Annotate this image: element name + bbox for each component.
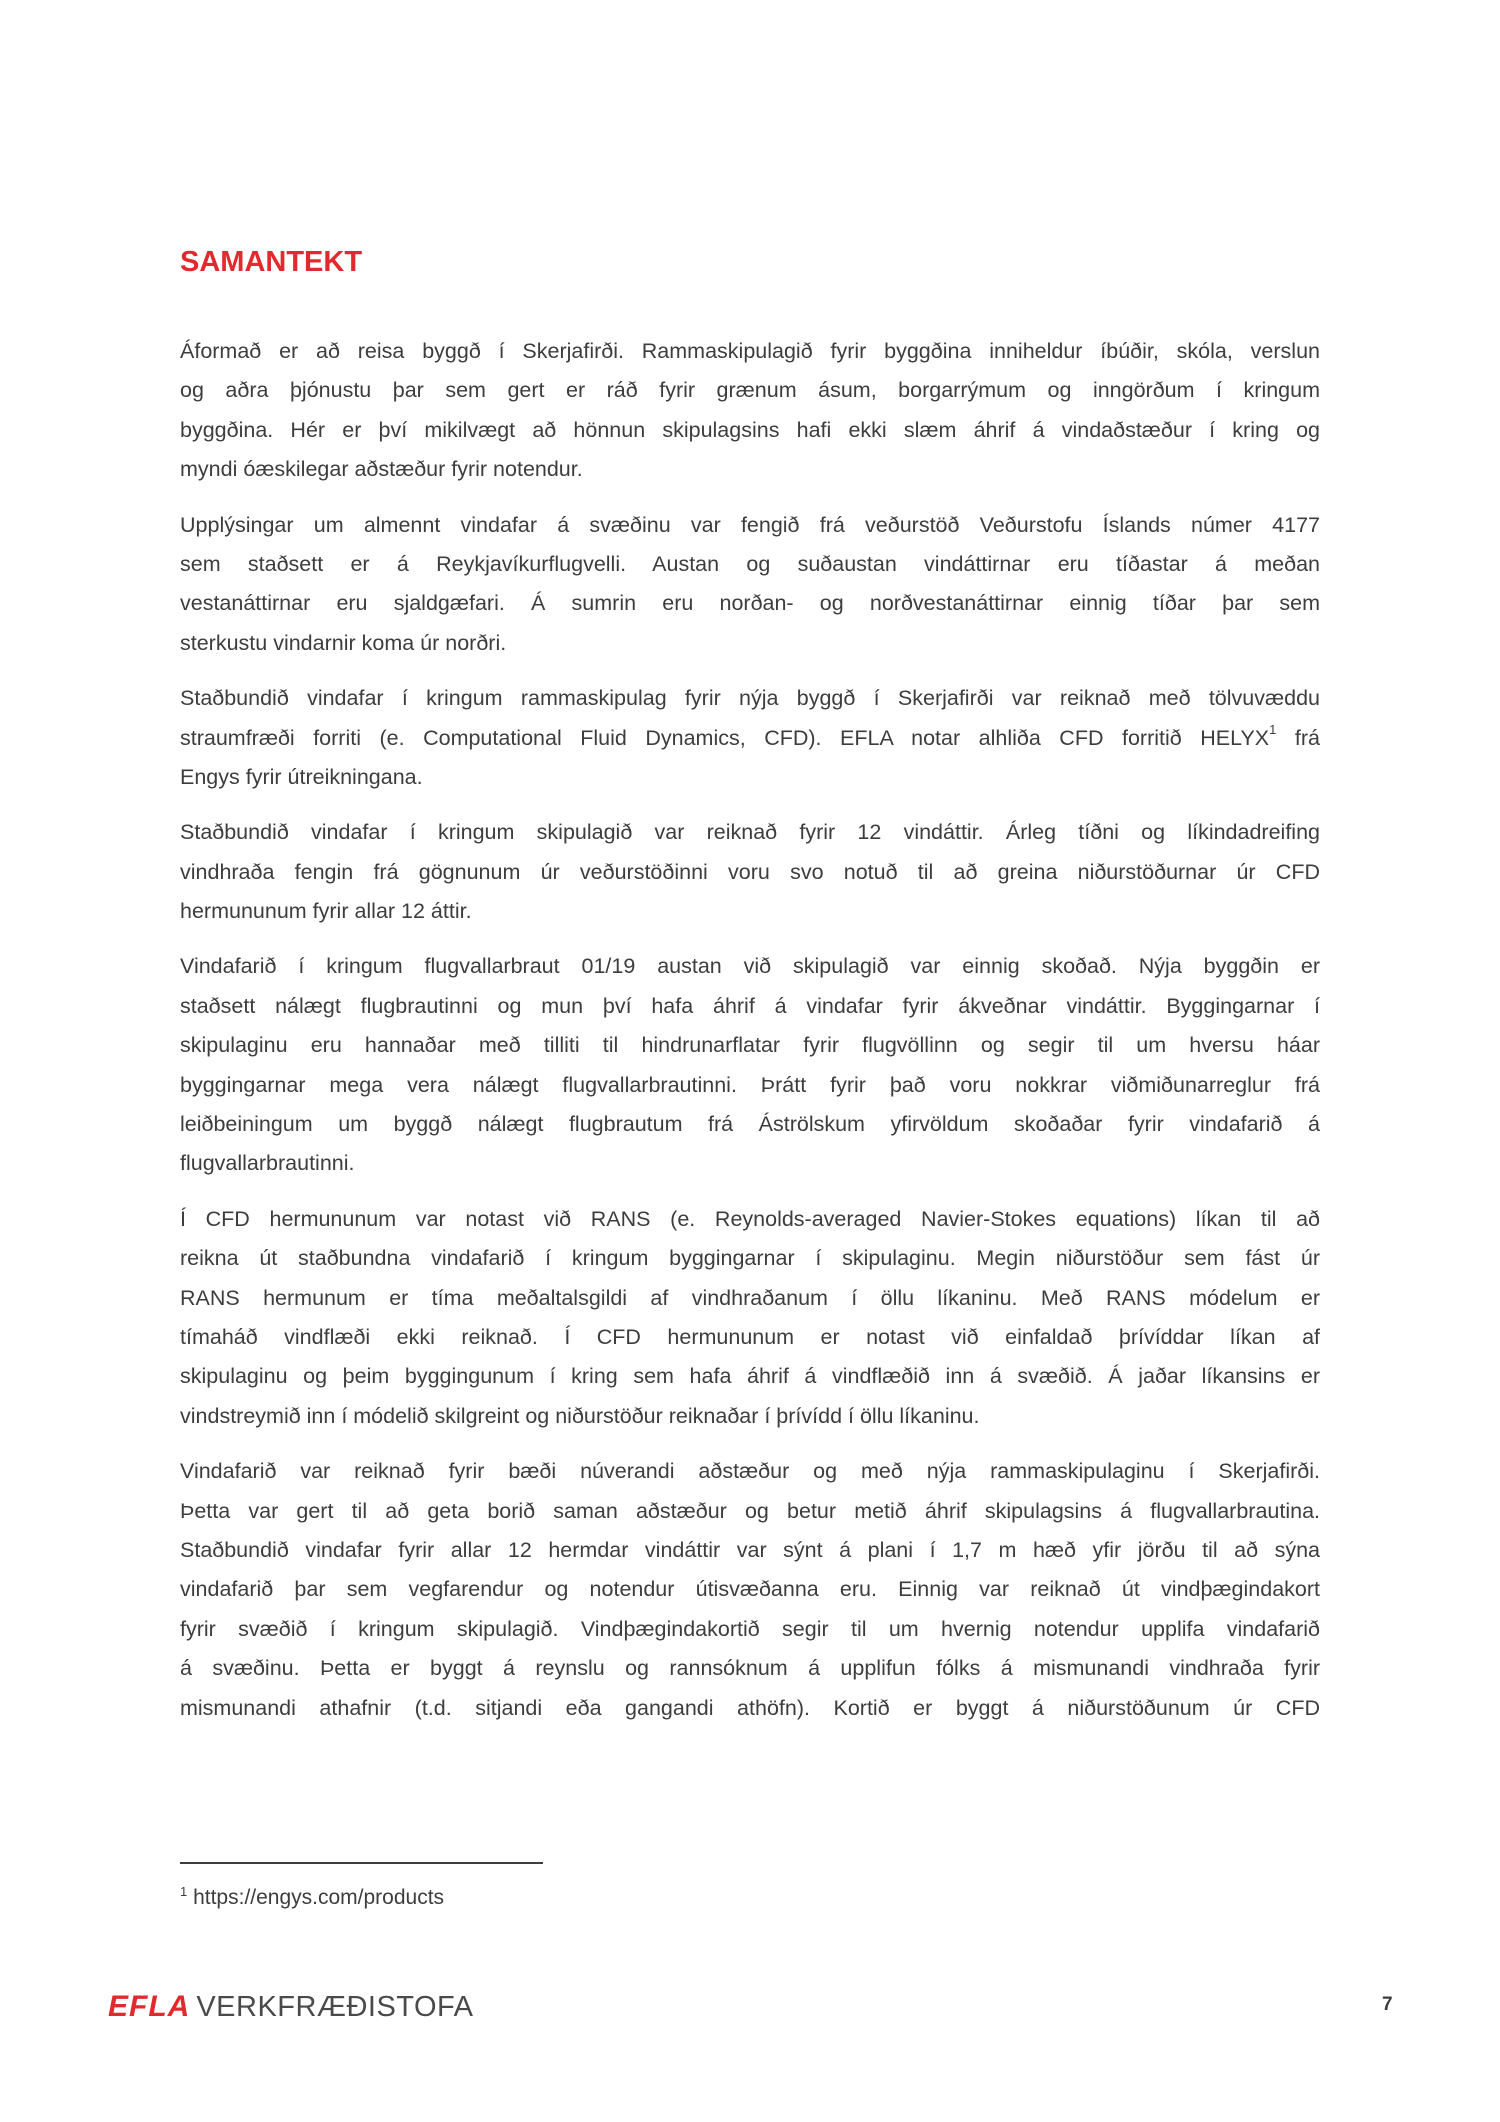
- text-line: skipulaginu og þeim byggingunum í kring sem hafa áhrif á vindflæðið inn á svæðið. Á jaðar líkansins er: [180, 1364, 1320, 1389]
- paragraph: [180, 1200, 1320, 1436]
- section-heading: SAMANTEKT: [180, 246, 363, 278]
- text-run: frá: [1276, 725, 1320, 750]
- paragraph: [180, 506, 1320, 664]
- text-line: fyrir svæðið í kringum skipulagið. Vindþægindakortið segir til um hvernig notendur upplifa vindafarið: [180, 1616, 1320, 1641]
- text-line: myndi óæskilegar aðstæður fyrir notendur.: [180, 457, 583, 482]
- text-line: flugvallarbrautinni.: [180, 1151, 355, 1176]
- footnote-reference[interactable]: 1: [1269, 722, 1277, 738]
- text-line: staðsett nálægt flugbrautinni og mun því hafa áhrif á vindafar fyrir ákveðnar vindáttir. Byggingarnar í: [180, 993, 1320, 1018]
- text-line: vindstreymið inn í módelið skilgreint og niðurstöður reiknaðar í þrívídd í öllu líkaninu.: [180, 1403, 980, 1428]
- page-number: 7: [1382, 1994, 1393, 2015]
- text-line: Vindafarið í kringum flugvallarbraut 01/19 austan við skipulagið var einnig skoðað. Nýja byggðin er: [180, 954, 1320, 979]
- footnote: [180, 1886, 444, 1910]
- logo-text: VERKFRÆÐISTOFA: [196, 1991, 474, 2023]
- paragraph: [180, 332, 1320, 490]
- text-line: vindafarið þar sem vegfarendur og notendur útisvæðanna eru. Einnig var reiknað út vindþægindakort: [180, 1577, 1320, 1602]
- paragraph: [180, 947, 1320, 1183]
- paragraph: [180, 813, 1320, 931]
- text-line: Engys fyrir útreikningana.: [180, 764, 423, 789]
- text-line: hermununum fyrir allar 12 áttir.: [180, 899, 472, 924]
- paragraph: [180, 679, 1320, 797]
- footnote-marker: 1: [180, 1884, 188, 1899]
- text-line: leiðbeiningum um byggð nálægt flugbrautum frá Áströlskum yfirvöldum skoðaðar fyrir vindafarið á: [180, 1112, 1320, 1137]
- body-text: [180, 332, 1320, 1744]
- text-line: reikna út staðbundna vindafarið í kringum byggingarnar í skipulaginu. Megin niðurstöður sem fást úr: [180, 1246, 1320, 1271]
- text-line: Upplýsingar um almennt vindafar á svæðinu var fengið frá veðurstöð Veðurstofu Íslands númer 4177: [180, 512, 1320, 537]
- text-line: Staðbundið vindafar í kringum rammaskipulag fyrir nýja byggð í Skerjafirði var reiknað með tölvuvæddu: [180, 686, 1320, 711]
- text-line: mismunandi athafnir (t.d. sitjandi eða gangandi athöfn). Kortið er byggt á niðurstöðunum úr CFD: [180, 1695, 1320, 1720]
- paragraph: [180, 1452, 1320, 1728]
- text-line: RANS hermunum er tíma meðaltalsgildi af vindhraðanum í öllu líkaninu. Með RANS módelum er: [180, 1285, 1320, 1310]
- text-line: vindhraða fengin frá gögnunum úr veðurstöðinni voru svo notuð til að greina niðurstöðurnar úr CFD: [180, 859, 1320, 884]
- text-line: Staðbundið vindafar fyrir allar 12 hermdar vindáttir var sýnt á plani í 1,7 m hæð yfir jörðu til að sýna: [180, 1537, 1320, 1562]
- text-line: Staðbundið vindafar í kringum skipulagið var reiknað fyrir 12 vindáttir. Árleg tíðni og líkindadreifing: [180, 820, 1320, 845]
- text-line: byggingarnar mega vera nálægt flugvallarbrautinni. Þrátt fyrir það voru nokkrar viðmiðunarreglur frá: [180, 1072, 1320, 1097]
- text-line: vestanáttirnar eru sjaldgæfari. Á sumrin eru norðan- og norðvestanáttirnar einnig tíðar þar sem: [180, 591, 1320, 616]
- text-line: Þetta var gert til að geta borið saman aðstæður og betur metið áhrif skipulagsins á flugvallarbrautina.: [180, 1498, 1320, 1523]
- text-line: á svæðinu. Þetta er byggt á reynslu og rannsóknum á upplifun fólks á mismunandi vindhraða fyrir: [180, 1656, 1320, 1681]
- text-line: Áformað er að reisa byggð í Skerjafirði. Rammaskipulagið fyrir byggðina inniheldur íbúðir, skóla, verslun: [180, 339, 1320, 363]
- text-run: straumfræði forriti (e. Computational Fluid Dynamics, CFD). EFLA notar alhliða CFD forritið HELYX: [180, 725, 1270, 750]
- text-line: sem staðsett er á Reykjavíkurflugvelli. Austan og suðaustan vindáttirnar eru tíðastar á meðan: [180, 551, 1320, 576]
- text-line: sterkustu vindarnir koma úr norðri.: [180, 630, 507, 655]
- company-logo: [108, 1990, 474, 2024]
- text-line: og aðra þjónustu þar sem gert er ráð fyrir grænum ásum, borgarrýmum og inngörðum í kringum: [180, 378, 1320, 403]
- text-line: tímaháð vindflæði ekki reiknað. Í CFD hermununum er notast við einfaldað þrívíddar líkan af: [180, 1324, 1320, 1349]
- text-line: skipulaginu eru hannaðar með tilliti til hindrunarflatar fyrir flugvöllinn og segir til um hversu háar: [180, 1033, 1320, 1058]
- text-line: [180, 719, 1320, 758]
- footnote-separator: [180, 1862, 543, 1864]
- footnote-link[interactable]: https://engys.com/products: [193, 1886, 445, 1909]
- text-line: Vindafarið var reiknað fyrir bæði núverandi aðstæður og með nýja rammaskipulaginu í Skerjafirði.: [180, 1459, 1320, 1484]
- text-line: byggðina. Hér er því mikilvægt að hönnun skipulagsins hafi ekki slæm áhrif á vindaðstæður í kring og: [180, 417, 1320, 442]
- logo-brand: EFLA: [108, 1990, 191, 2023]
- text-line: Í CFD hermununum var notast við RANS (e. Reynolds-averaged Navier-Stokes equations) líkan til að: [180, 1206, 1320, 1231]
